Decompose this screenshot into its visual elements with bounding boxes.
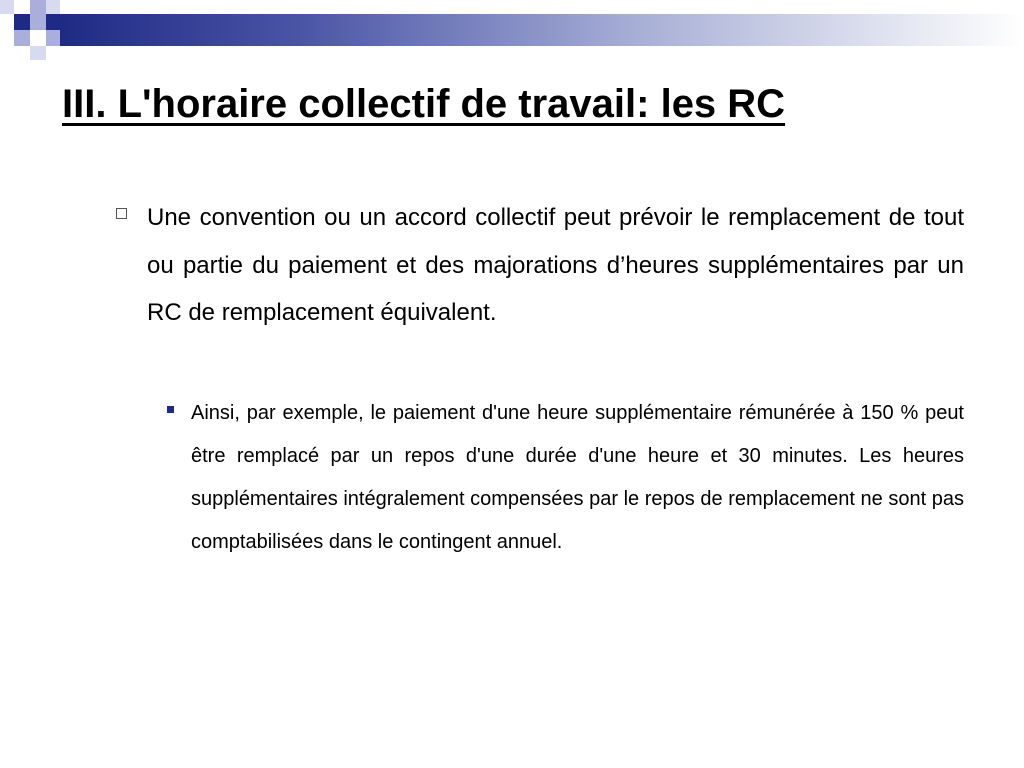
filled-square-bullet-icon [167,406,174,413]
decor-square [30,46,46,60]
slide-title: III. L'horaire collectif de travail: les RC [62,82,786,126]
hollow-square-bullet-icon [116,208,127,219]
decor-square [46,30,60,46]
decor-square [0,0,14,14]
decor-square [14,30,30,46]
decor-square [14,14,30,30]
decor-square [46,14,60,30]
bullet-level1: Une convention ou un accord collectif peut prévoir le remplacement de tout ou partie du paiement et des majorations d’heures supplémentaires par un RC de remplacement équivalent. [147,204,964,326]
bullet-level2: Ainsi, par exemple, le paiement d'une heure supplémentaire rémunérée à 150 % peut être remplacé par un repos d'une durée d'une heure et 30 minutes. Les heures supplémentaires intégralement compensées par le repos de remplacement ne sont pas comptabilisées dans le contingent annuel. [191,402,964,553]
decor-square [46,0,60,14]
decor-square [30,0,46,14]
header-gradient-bar [60,14,1024,46]
decor-square [30,14,46,30]
